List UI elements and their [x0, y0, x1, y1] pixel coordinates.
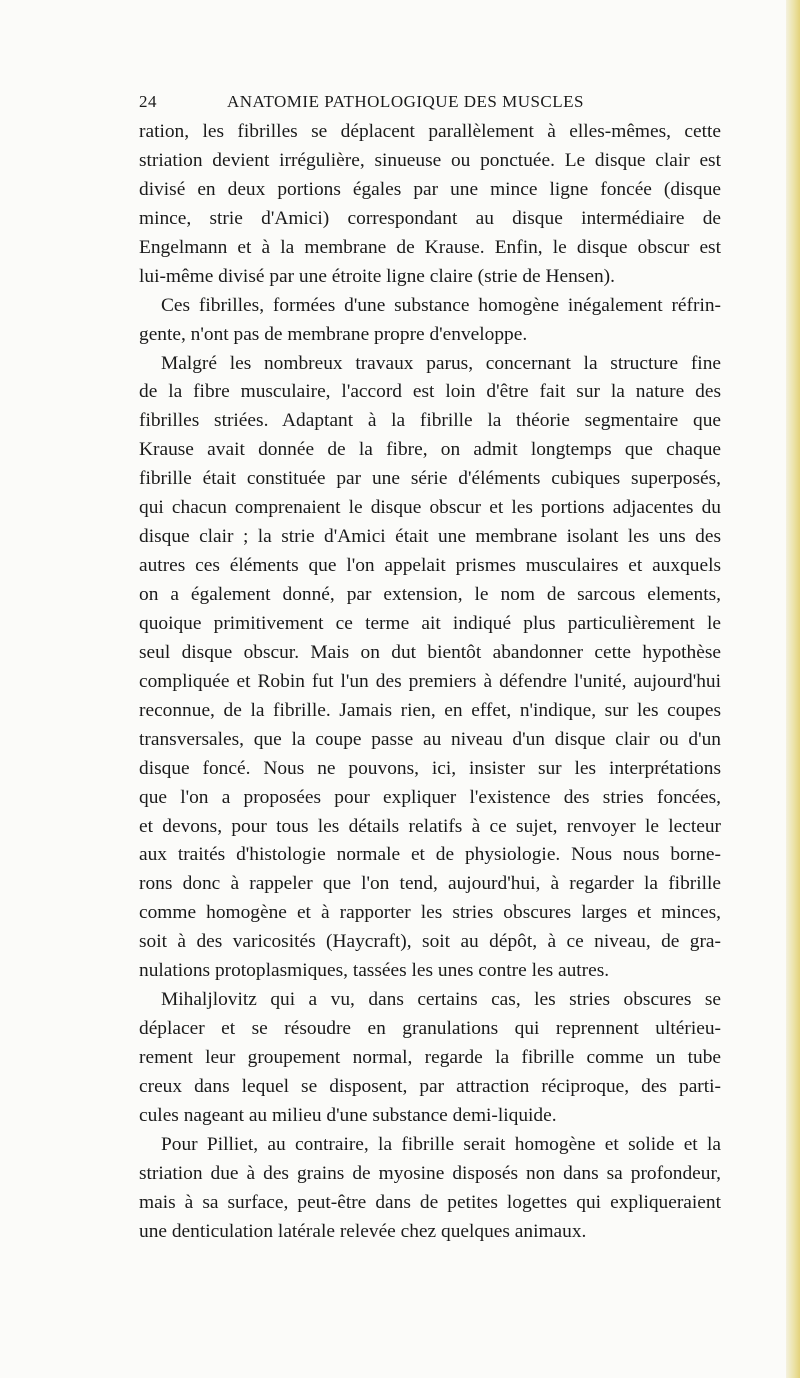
text-line: reconnue, de la fibrille. Jamais rien, en effet, n'indique, sur les coupes	[139, 699, 721, 721]
text-line: soit à des varicosités (Haycraft), soit au dépôt, à ce niveau, de gra-	[139, 931, 721, 953]
text-line: nulations protoplasmiques, tassées les unes contre les autres.	[139, 960, 610, 982]
text-line: Mihaljlovitz qui a vu, dans certains cas, les stries obscures se	[161, 989, 721, 1011]
text-line: de la fibre musculaire, l'accord est loin d'être fait sur la nature des	[139, 381, 721, 403]
text-line: cules nageant au milieu d'une substance demi-liquide.	[139, 1104, 557, 1126]
text-line: quoique primitivement ce terme ait indiqué plus particulièrement le	[139, 612, 721, 634]
text-line: lui-même divisé par une étroite ligne claire (strie de Hensen).	[139, 265, 615, 287]
text-line: Malgré les nombreux travaux parus, concernant la structure fine	[161, 352, 721, 374]
text-line: on a également donné, par extension, le nom de sarcous elements,	[139, 584, 721, 605]
body-text	[139, 118, 721, 1247]
page-edge-shadow	[786, 0, 800, 1378]
text-line: creux dans lequel se disposent, par attraction réciproque, des parti-	[139, 1075, 721, 1097]
text-line: striation due à des grains de myosine disposés non dans sa profondeur,	[139, 1162, 721, 1184]
text-line: disque clair ; la strie d'Amici était une membrane isolant les uns des	[139, 526, 721, 548]
text-line: mais à sa surface, peut-être dans de petites logettes qui expliqueraient	[139, 1191, 721, 1213]
text-line: une denticulation latérale relevée chez quelques animaux.	[139, 1220, 587, 1242]
text-line: striation devient irrégulière, sinueuse ou ponctuée. Le disque clair est	[139, 149, 721, 171]
text-line: divisé en deux portions égales par une mince ligne foncée (disque	[139, 178, 721, 200]
page-number: 24	[139, 92, 157, 111]
text-line: ration, les fibrilles se déplacent parallèlement à elles-mêmes, cette	[139, 121, 721, 142]
text-line: Krause avait donnée de la fibre, on admit longtemps que chaque	[139, 439, 721, 461]
text-line: gente, n'ont pas de membrane propre d'enveloppe.	[139, 323, 528, 345]
text-line: qui chacun comprenaient le disque obscur et les portions adjacentes du	[139, 497, 721, 519]
text-line: fibrilles striées. Adaptant à la fibrille la théorie segmentaire que	[139, 410, 721, 432]
text-line: seul disque obscur. Mais on dut bientôt abandonner cette hypothèse	[139, 641, 721, 663]
text-line: Engelmann et à la membrane de Krause. Enfin, le disque obscur est	[139, 236, 721, 258]
text-line: que l'on a proposées pour expliquer l'existence des stries foncées,	[139, 786, 721, 808]
text-line: autres ces éléments que l'on appelait prismes musculaires et auxquels	[139, 555, 721, 577]
text-line: compliquée et Robin fut l'un des premiers à défendre l'unité, aujourd'hui	[139, 670, 721, 692]
text-line: déplacer et se résoudre en granulations qui reprennent ultérieu-	[139, 1018, 721, 1040]
text-line: transversales, que la coupe passe au niveau d'un disque clair ou d'un	[139, 728, 721, 750]
text-line: fibrille était constituée par une série d'éléments cubiques superposés,	[139, 468, 721, 490]
text-line: disque foncé. Nous ne pouvons, ici, insister sur les interprétations	[139, 757, 721, 779]
page-header	[139, 92, 699, 116]
text-line: Ces fibrilles, formées d'une substance homogène inégalement réfrin-	[161, 294, 721, 316]
text-line: comme homogène et à rapporter les stries obscures larges et minces,	[139, 902, 721, 924]
text-line: aux traités d'histologie normale et de physiologie. Nous nous borne-	[139, 844, 721, 866]
text-line: rement leur groupement normal, regarde la fibrille comme un tube	[139, 1047, 721, 1068]
text-line: rons donc à rappeler que l'on tend, aujourd'hui, à regarder la fibrille	[139, 873, 721, 895]
text-line: Pour Pilliet, au contraire, la fibrille serait homogène et solide et la	[161, 1133, 721, 1155]
running-title: ANATOMIE PATHOLOGIQUE DES MUSCLES	[227, 92, 584, 111]
text-line: et devons, pour tous les détails relatifs à ce sujet, renvoyer le lecteur	[139, 815, 721, 837]
text-line: mince, strie d'Amici) correspondant au disque intermédiaire de	[139, 207, 721, 229]
